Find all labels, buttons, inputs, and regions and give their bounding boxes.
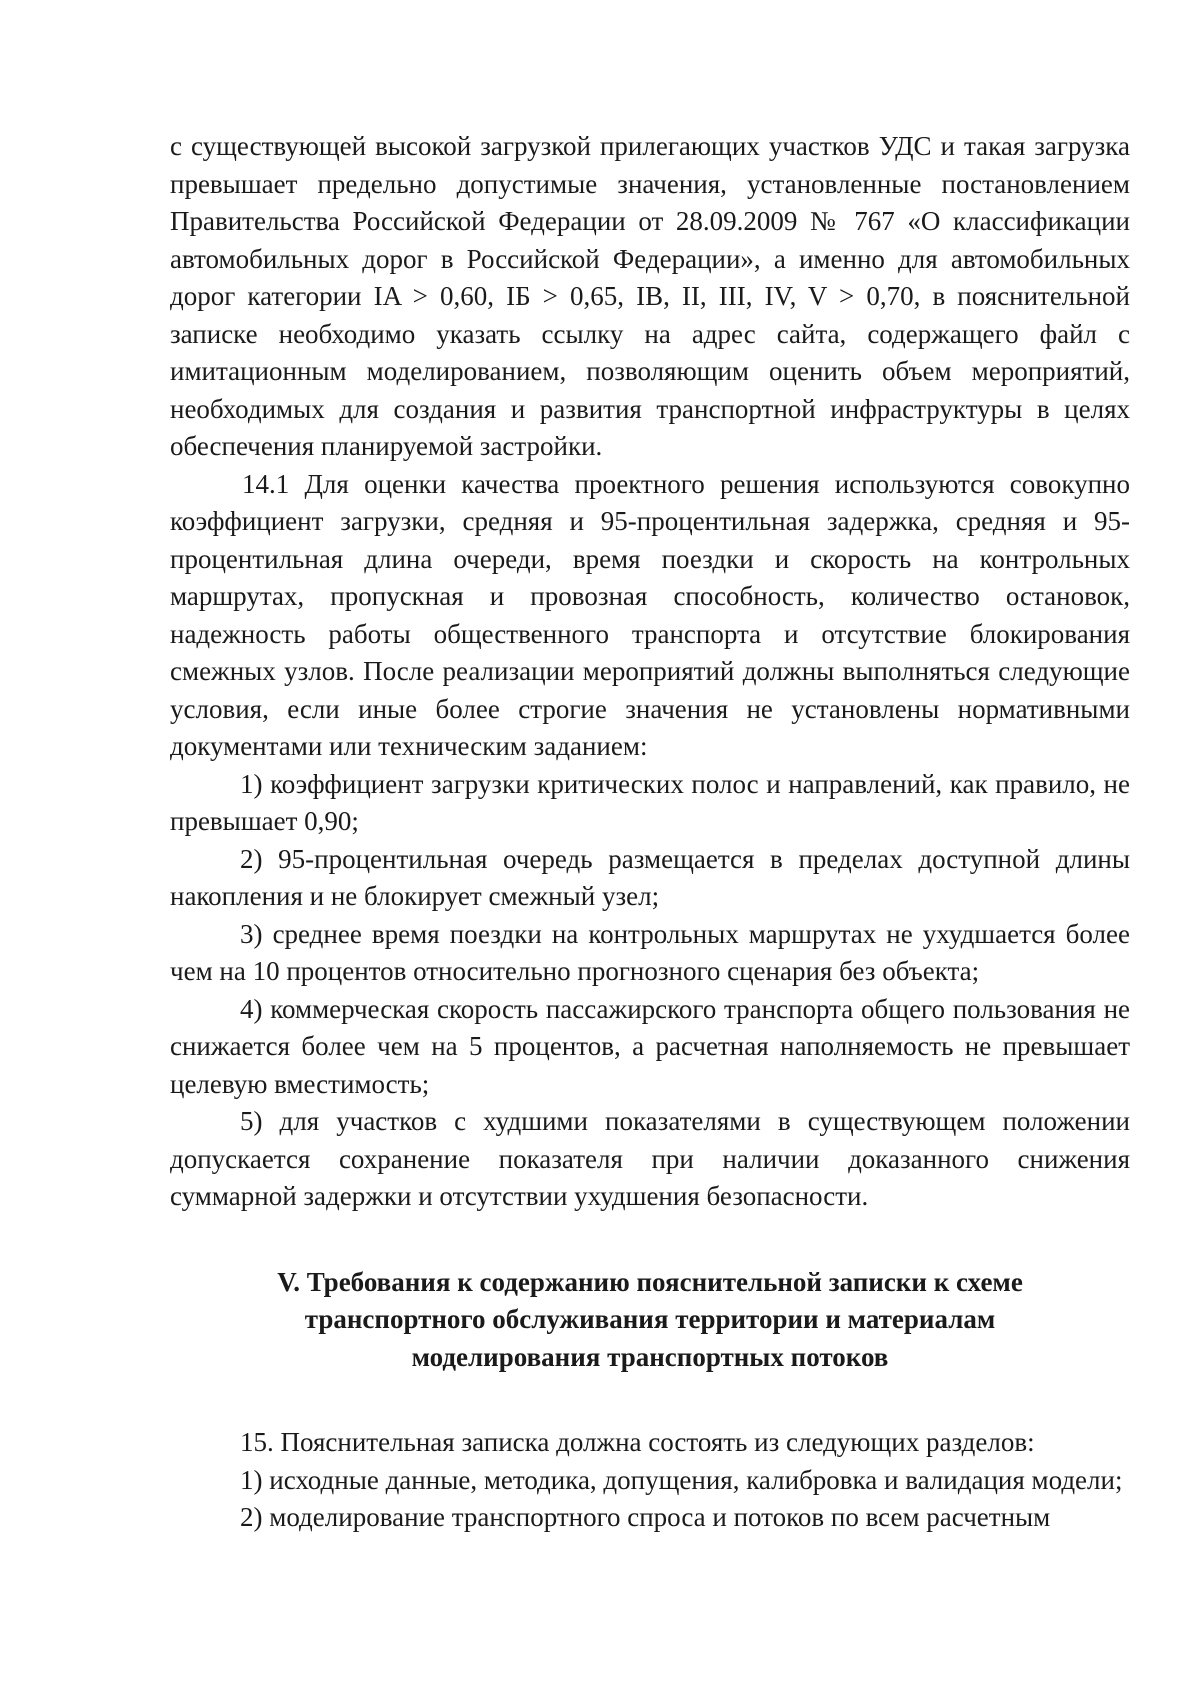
clause-14-1: 14.1 Для оценки качества проектного решения используются совокупно коэффициент загрузки, средняя и 95-процентильная задержка, средняя и 95-процентильная длина очереди, время поездки и скорость на контрольных маршрутах, пропускная и провозная способность, количество остановок, надежность работы общественного транспорта и отсутствие блокирования смежных узлов. После реализации мероприятий должны выполняться следующие условия, если иные более строгие значения не установлены нормативными документами или техническим заданием: [170,468,1130,761]
section-list-item-2: 2) моделирование транспортного спроса и потоков по всем расчетным [240,1502,1051,1532]
condition-item-1: 1) коэффициент загрузки критических полос и направлений, как правило, не превышает 0,90; [170,768,1130,836]
condition-item-4: 4) коммерческая скорость пассажирского транспорта общего пользования не снижается более чем на 5 процентов, а расчетная наполняемость не превышает целевую вместимость; [170,993,1130,1099]
section-heading-line-2: транспортного обслуживания территории и материалам [304,1304,996,1334]
clause-15: 15. Пояснительная записка должна состоять из следующих разделов: [240,1427,1035,1457]
section-heading [230,1264,1070,1377]
paragraph-continuation: с существующей высокой загрузкой прилегающих участков УДС и такая загрузка превышает предельно допустимые значения, установленные постановлением Правительства Российской Федерации от 28.09.2009 № 767 «О классификации автомобильных дорог в Российской Федерации», а именно для автомобильных дорог категории IA > 0,60, IБ > 0,65, IB, II, III, IV, V > 0,70, в пояснительной записке необходимо указать ссылку на адрес сайта, содержащего файл с имитационным моделированием, позволяющим оценить объем мероприятий, необходимых для создания и развития транспортной инфраструктуры в целях обеспечения планируемой застройки. [170,131,1130,461]
condition-item-5: 5) для участков с худшими показателями в существующем положении допускается сохранение показателя при наличии доказанного снижения суммарной задержки и отсутствии ухудшения безопасности. [170,1106,1130,1211]
section-heading-line-1: V. Требования к содержанию пояснительной записки к схеме [277,1266,1023,1297]
section-list-item-1: 1) исходные данные, методика, допущения, калибровка и валидация модели; [240,1464,1123,1495]
section-heading-line-3: моделирования транспортных потоков [411,1341,889,1372]
condition-item-2: 2) 95-процентильная очередь размещается в пределах доступной длины накопления и не блокирует смежный узел; [170,843,1130,911]
document-page [170,128,1130,1537]
condition-item-3: 3) среднее время поездки на контрольных маршрутах не ухудшается более чем на 10 процентов относительно прогнозного сценария без объекта; [170,918,1130,986]
